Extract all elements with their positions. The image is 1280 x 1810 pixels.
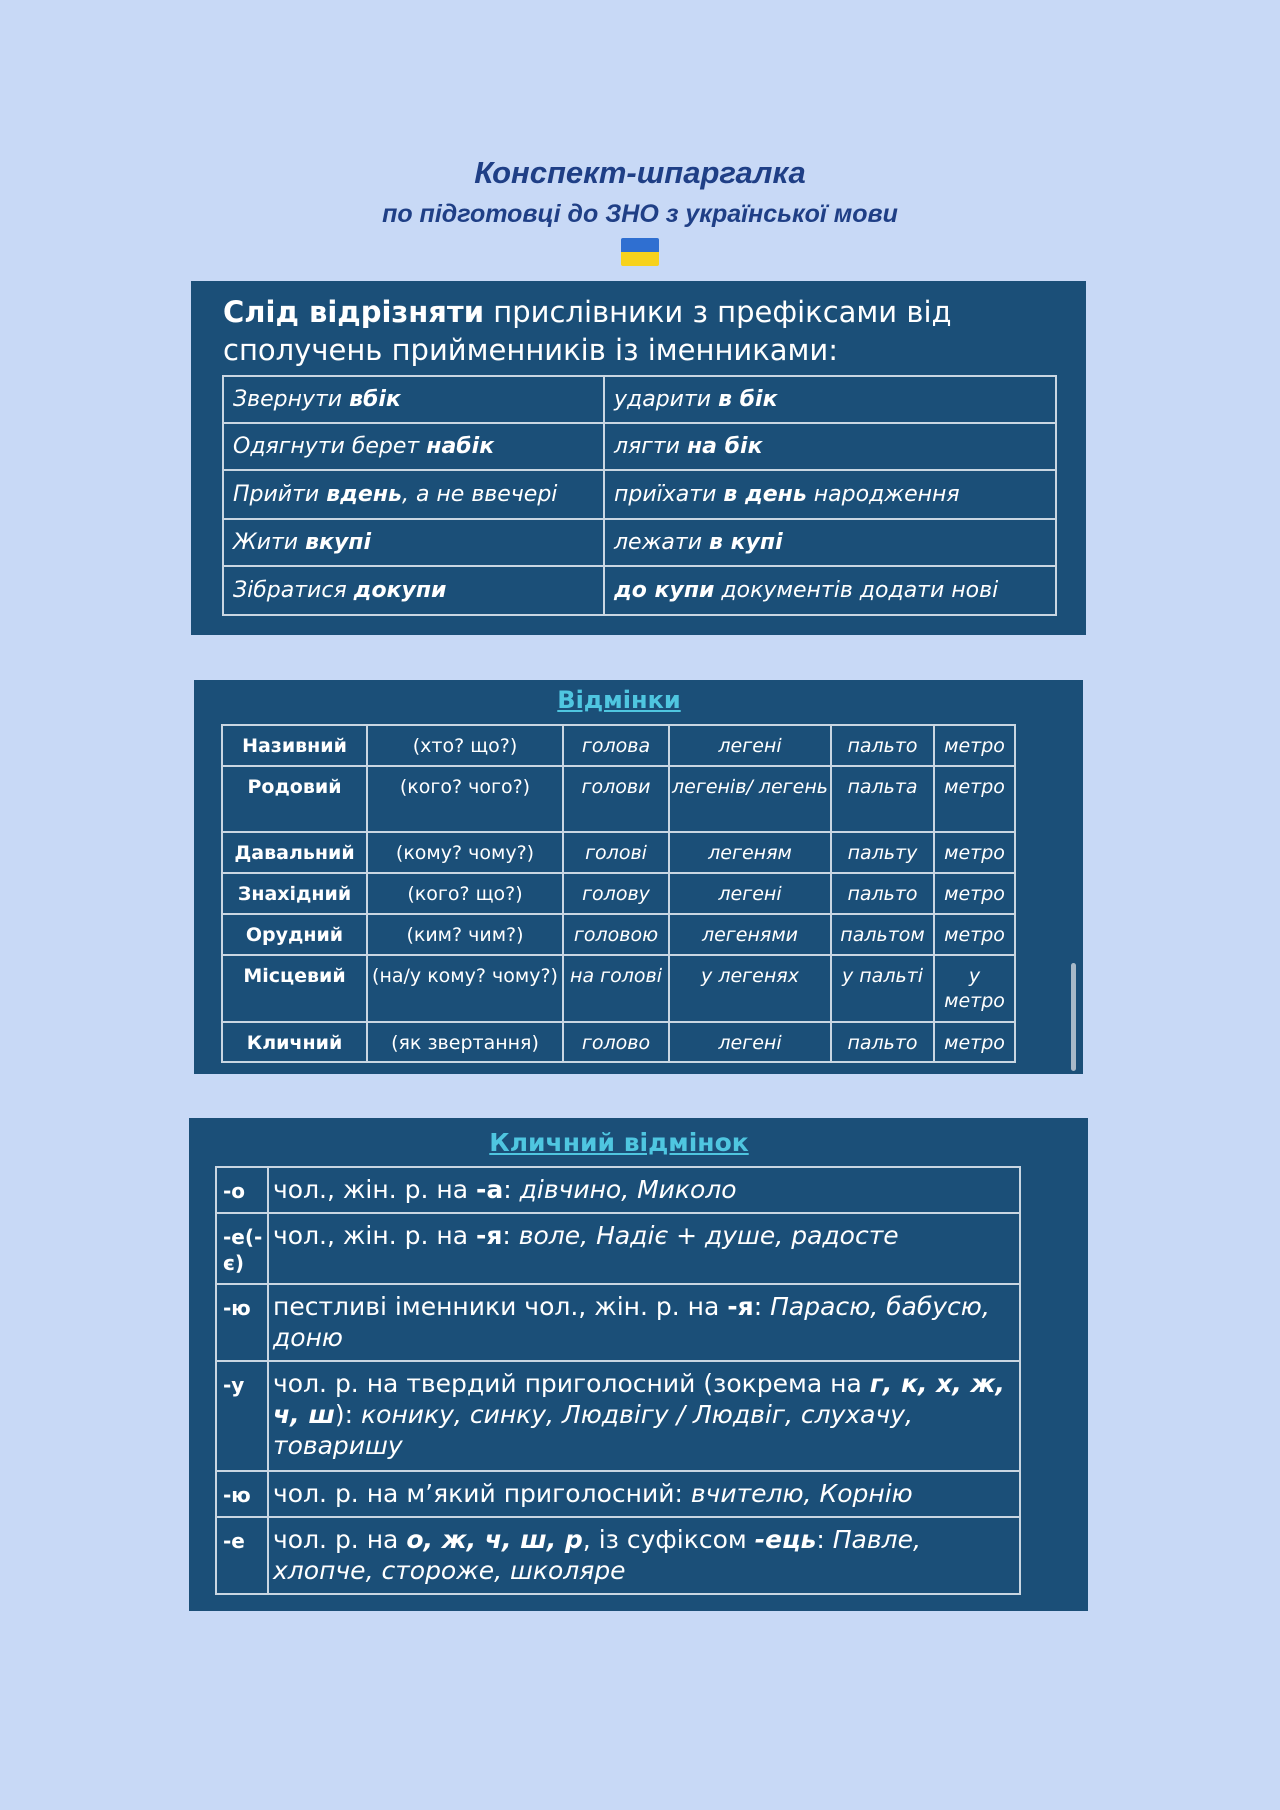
form-golova: голово (563, 1022, 669, 1062)
rule-text: -а (475, 1175, 504, 1204)
vocative-rule (268, 1517, 1020, 1594)
adverbs-card (191, 281, 1086, 635)
rule-text: чол. р. на твердий приголосний (зокрема на (273, 1369, 870, 1398)
case-question: (кого? чого?) (367, 766, 563, 832)
form-golova: головою (563, 914, 669, 955)
rule-example: дівчино, Миколо (519, 1175, 737, 1204)
rule-example: конику, синку, Людвігу / Людвіг, слухачу, товаришу (273, 1400, 913, 1460)
rule-text: чол. р. на (273, 1525, 407, 1554)
form-legeni: легені (669, 725, 831, 766)
adverb-cell-left (223, 423, 604, 470)
form-legeni: легені (669, 1022, 831, 1062)
rule-text: , із суфіксом (582, 1525, 755, 1554)
case-question: (кого? що?) (367, 873, 563, 914)
form-metro: метро (934, 725, 1015, 766)
rule-example: воле, Надіє + душе, радосте (518, 1221, 899, 1250)
cell-text: Жити (233, 530, 306, 555)
form-legeni: легеням (669, 832, 831, 873)
adverb-cell-right (604, 519, 1056, 566)
rule-example: вчителю, Корнію (690, 1479, 913, 1508)
form-golova: голові (563, 832, 669, 873)
case-name: Називний (222, 725, 367, 766)
case-name: Давальний (222, 832, 367, 873)
table-row (222, 955, 1015, 1022)
form-metro: у метро (934, 955, 1015, 1022)
cell-bold-text: докупи (353, 578, 447, 603)
vocative-table (215, 1166, 1021, 1595)
cell-bold-text: на бік (686, 434, 763, 459)
case-name: Знахідний (222, 873, 367, 914)
rule-example: Парасю, бабусю, доню (273, 1292, 990, 1352)
rule-text: : (503, 1175, 520, 1204)
vocative-suffix: -о (216, 1167, 268, 1213)
vocative-rule (268, 1167, 1020, 1213)
cell-text: документів додати нові (714, 578, 999, 603)
cell-text: лягти (614, 434, 687, 459)
rule-text: г, к, х, ж, ч, ш (273, 1369, 1005, 1429)
cases-card (194, 680, 1083, 1074)
cell-text: ударити (614, 387, 719, 412)
form-golova: голови (563, 766, 669, 832)
form-palto: у пальті (831, 955, 934, 1022)
cell-bold-text: вдень (326, 482, 402, 507)
cell-bold-text: в день (723, 482, 807, 507)
form-legeni: легенями (669, 914, 831, 955)
page-subtitle: по підготовці до ЗНО з української мови (382, 200, 898, 228)
case-name: Родовий (222, 766, 367, 832)
table-row (216, 1284, 1020, 1361)
cell-bold-text: до купи (614, 578, 715, 603)
form-palto: пальто (831, 873, 934, 914)
vocative-suffix: -у (216, 1361, 268, 1471)
adverbs-heading (223, 293, 952, 369)
rule-text: пестливі іменники чол., жін. р. на (273, 1292, 728, 1321)
case-question: (як звертання) (367, 1022, 563, 1062)
adverbs-heading-rest: прислівники з префіксами від (484, 295, 952, 329)
table-row (223, 470, 1056, 519)
table-row (216, 1471, 1020, 1517)
rule-text: о, ж, ч, ш, р (406, 1525, 583, 1554)
scrollbar[interactable] (1071, 963, 1076, 1071)
table-row (222, 914, 1015, 955)
form-metro: метро (934, 766, 1015, 832)
table-row (216, 1213, 1020, 1284)
vocative-suffix: -ю (216, 1284, 268, 1361)
rule-text: -я (475, 1221, 503, 1250)
adverb-cell-right (604, 566, 1056, 615)
form-legeni: у легенях (669, 955, 831, 1022)
vocative-suffix: -е(-є) (216, 1213, 268, 1284)
adverbs-heading-line2: сполучень прийменників із іменниками: (223, 333, 839, 367)
rule-text: ): (334, 1400, 362, 1429)
table-row (222, 1022, 1015, 1062)
adverb-cell-right (604, 376, 1056, 423)
vocative-suffix: -ю (216, 1471, 268, 1517)
table-row (223, 519, 1056, 566)
form-palto: пальтом (831, 914, 934, 955)
rule-text: чол., жін. р. на (273, 1221, 476, 1250)
cell-bold-text: набік (426, 434, 495, 459)
cell-text: приїхати (614, 482, 724, 507)
form-metro: метро (934, 914, 1015, 955)
table-row (216, 1517, 1020, 1594)
cell-bold-text: вкупі (305, 530, 372, 555)
case-question: (кому? чому?) (367, 832, 563, 873)
form-golova: голову (563, 873, 669, 914)
form-palto: пальту (831, 832, 934, 873)
form-metro: метро (934, 873, 1015, 914)
form-metro: метро (934, 1022, 1015, 1062)
table-row (222, 832, 1015, 873)
rule-example: Павле, хлопче, стороже, школяре (273, 1525, 921, 1585)
table-row (222, 873, 1015, 914)
form-legeni: легені (669, 873, 831, 914)
cell-text: лежати (614, 530, 710, 555)
cell-text: народження (806, 482, 960, 507)
vocative-heading: Кличний відмінок (489, 1128, 749, 1157)
table-row (216, 1167, 1020, 1213)
table-row (223, 423, 1056, 470)
adverb-cell-left (223, 566, 604, 615)
rule-text: чол., жін. р. на (273, 1175, 476, 1204)
case-name: Кличний (222, 1022, 367, 1062)
case-name: Місцевий (222, 955, 367, 1022)
cell-bold-text: в купі (709, 530, 783, 555)
cell-bold-text: вбік (349, 387, 401, 412)
cell-text: Зібратися (233, 578, 354, 603)
rule-text: : (753, 1292, 771, 1321)
vocative-rule (268, 1471, 1020, 1517)
case-name: Орудний (222, 914, 367, 955)
adverb-cell-right (604, 423, 1056, 470)
table-row (216, 1361, 1020, 1471)
cases-heading: Відмінки (557, 686, 681, 714)
vocative-rule (268, 1361, 1020, 1471)
cell-text: Прийти (233, 482, 327, 507)
adverb-cell-left (223, 519, 604, 566)
adverb-cell-right (604, 470, 1056, 519)
case-question: (на/у кому? чому?) (367, 955, 563, 1022)
table-row (223, 566, 1056, 615)
form-palto: пальта (831, 766, 934, 832)
vocative-rule (268, 1213, 1020, 1284)
rule-text: : (816, 1525, 833, 1554)
document-header (0, 150, 1280, 270)
form-palto: пальто (831, 1022, 934, 1062)
form-legeni: легенів/ легень (669, 766, 831, 832)
vocative-card (189, 1118, 1088, 1611)
cell-bold-text: в бік (718, 387, 778, 412)
form-metro: метро (934, 832, 1015, 873)
case-question: (хто? що?) (367, 725, 563, 766)
rule-text: -я (727, 1292, 754, 1321)
adverbs-table (222, 375, 1057, 616)
adverbs-heading-bold: Слід відрізняти (223, 295, 485, 329)
cases-table (221, 724, 1016, 1063)
table-row (222, 766, 1015, 832)
vocative-rule (268, 1284, 1020, 1361)
cell-text: Одягнути берет (233, 434, 427, 459)
case-question: (ким? чим?) (367, 914, 563, 955)
ukraine-flag-icon (621, 238, 659, 266)
form-golova: на голові (563, 955, 669, 1022)
rule-text: чол. р. на м’який приголосний: (273, 1479, 691, 1508)
vocative-suffix: -е (216, 1517, 268, 1594)
rule-text: : (502, 1221, 519, 1250)
rule-text: -ець (754, 1525, 817, 1554)
form-palto: пальто (831, 725, 934, 766)
form-golova: голова (563, 725, 669, 766)
page-title: Конспект-шпаргалка (474, 155, 806, 190)
adverb-cell-left (223, 376, 604, 423)
adverb-cell-left (223, 470, 604, 519)
cell-text: Звернути (233, 387, 350, 412)
table-row (223, 376, 1056, 423)
table-row (222, 725, 1015, 766)
cell-text: , а не ввечері (401, 482, 558, 507)
